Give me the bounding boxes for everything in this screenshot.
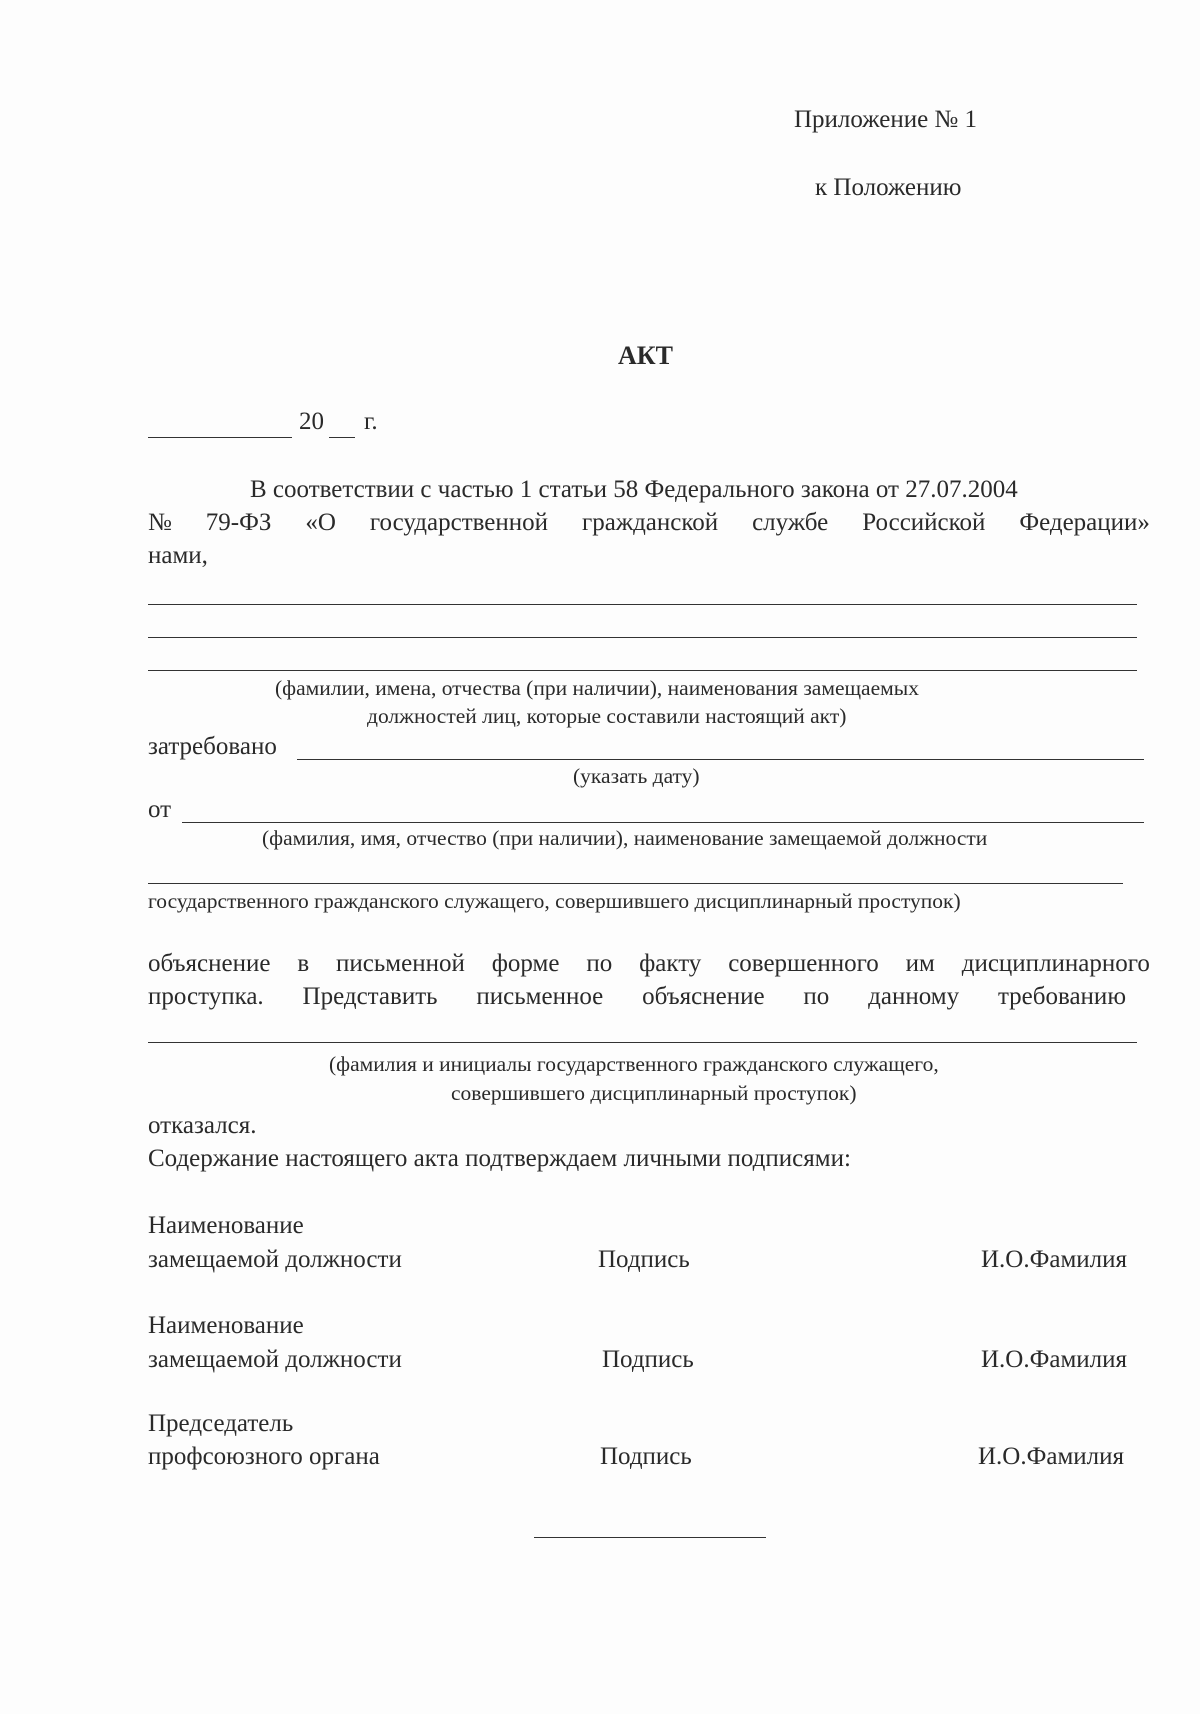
intro-line-3: нами, (148, 542, 208, 569)
word: дисциплинарного (961, 950, 1150, 977)
signer-1-name: И.О.Фамилия (981, 1246, 1128, 1273)
confirm-text: Содержание настоящего акта подтверждаем личными подписями: (148, 1145, 851, 1172)
signer-1-position-line-1: Наименование (148, 1212, 304, 1239)
employee-caption-line-2: государственного гражданского служащего, совершившего дисциплинарный проступок) (148, 889, 961, 913)
compiler-blank-3 (148, 670, 1137, 671)
explanation-line-2 (148, 983, 1126, 1011)
compiler-blank-1 (148, 604, 1137, 605)
word: требованию (997, 983, 1126, 1010)
word: «О (305, 509, 336, 536)
signer-2-name: И.О.Фамилия (981, 1346, 1128, 1373)
word: Российской (862, 509, 986, 536)
signer-2-signature: Подпись (602, 1346, 694, 1373)
word: объяснение (642, 983, 765, 1010)
word: им (905, 950, 935, 977)
word: по (586, 950, 613, 977)
word: письменное (476, 983, 604, 1010)
word: службе (752, 509, 829, 536)
word: Федерации» (1019, 509, 1150, 536)
date-blank (148, 437, 292, 438)
word: № (148, 509, 172, 536)
compilers-caption-line-2: должностей лиц, которые составили настоящий акт) (367, 704, 847, 728)
word: совершенного (728, 950, 879, 977)
compilers-caption-line-1: (фамилии, имена, отчества (при наличии), наименования замещаемых (275, 676, 919, 700)
intro-line-2 (148, 509, 1150, 537)
year-blank (329, 437, 355, 438)
year-suffix: г. (364, 408, 378, 435)
closing-rule (534, 1537, 766, 1538)
refusal-caption-line-1: (фамилия и инициалы государственного гражданского служащего, (329, 1052, 939, 1076)
page-title: АКТ (618, 341, 673, 370)
word: данному (868, 983, 960, 1010)
from-label: от (148, 796, 172, 823)
intro-line-1: В соответствии с частью 1 статьи 58 Федерального закона от 27.07.2004 (250, 476, 1018, 503)
year-prefix: 20 (299, 408, 324, 435)
compiler-blank-2 (148, 637, 1137, 638)
word: проступка. (148, 983, 264, 1010)
requested-label: затребовано (148, 733, 277, 760)
word: по (803, 983, 830, 1010)
appendix-label: Приложение № 1 (794, 106, 978, 133)
from-blank (182, 822, 1144, 823)
refusal-blank (148, 1042, 1137, 1043)
word: 79-ФЗ (205, 509, 272, 536)
date-caption: (указать дату) (573, 764, 700, 788)
signer-1-position-line-2: замещаемой должности (148, 1246, 402, 1273)
word: факту (639, 950, 702, 977)
explanation-line-1 (148, 950, 1150, 978)
signer-3-position-line-2: профсоюзного органа (148, 1443, 380, 1470)
word: Представить (302, 983, 438, 1010)
regulation-label: к Положению (815, 174, 962, 201)
word: объяснение (148, 950, 271, 977)
signer-3-position-line-1: Председатель (148, 1410, 294, 1437)
employee-caption-line-1: (фамилия, имя, отчество (при наличии), наименование замещаемой должности (262, 826, 988, 850)
word: форме (491, 950, 560, 977)
word: письменной (336, 950, 465, 977)
word: гражданской (581, 509, 719, 536)
signer-2-position-line-1: Наименование (148, 1312, 304, 1339)
signer-2-position-line-2: замещаемой должности (148, 1346, 402, 1373)
word: государственной (369, 509, 549, 536)
word: в (297, 950, 310, 977)
employee-blank (148, 883, 1123, 884)
refused-text: отказался. (148, 1112, 257, 1139)
signer-3-name: И.О.Фамилия (978, 1443, 1125, 1470)
requested-date-blank (297, 759, 1144, 760)
signer-1-signature: Подпись (598, 1246, 690, 1273)
signer-3-signature: Подпись (600, 1443, 692, 1470)
refusal-caption-line-2: совершившего дисциплинарный проступок) (451, 1081, 857, 1105)
